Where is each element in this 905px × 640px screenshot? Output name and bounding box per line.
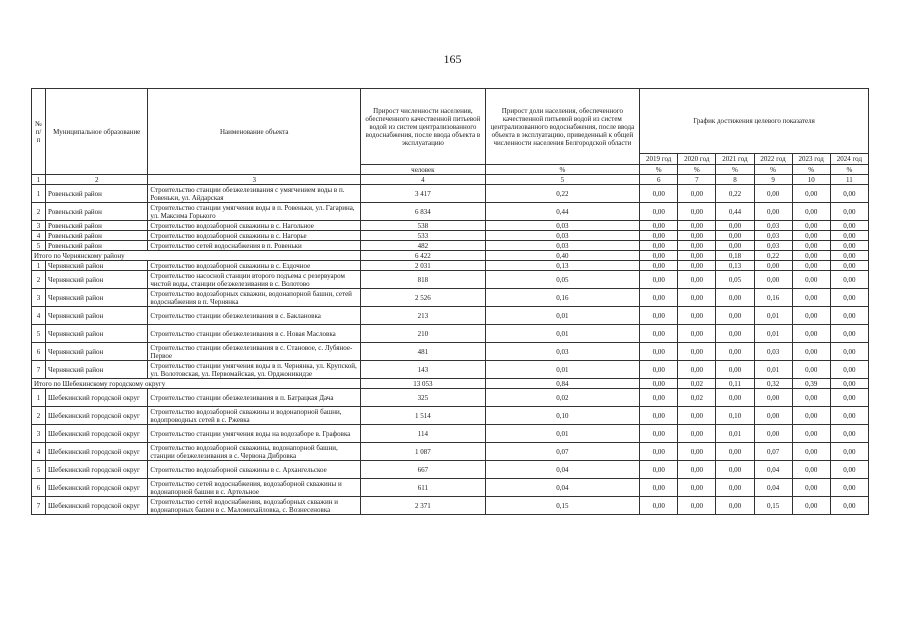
year-value-cell: 0,00 [716,461,754,479]
unit-cell: % [485,165,640,175]
share-cell: 0,07 [485,443,640,461]
column-number: 11 [830,175,868,185]
year-value-cell: 0,00 [716,231,754,241]
year-value-cell: 0,00 [640,343,678,361]
year-value-cell: 0,00 [640,361,678,379]
row-number: 4 [32,307,46,325]
year-value-cell: 0,39 [792,379,830,389]
object-cell: Строительство водозаборной скважины в с. Нагольное [148,221,361,231]
table-row [32,241,869,251]
share-cell: 0,03 [485,241,640,251]
total-row [32,251,869,261]
year-value-cell: 0,00 [678,203,716,221]
total-label: Итого по Шебекинскому городскому округу [32,379,361,389]
data-table [31,88,869,515]
year-value-cell: 0,00 [830,325,868,343]
year-value-cell: 0,13 [716,261,754,271]
year-value-cell: 0,22 [716,185,754,203]
year-value-cell: 0,00 [678,271,716,289]
object-cell: Строительство станции умягчения воды в п. Ровеньки, ул. Гагарина, ул. Максима Горького [148,203,361,221]
year-value-cell: 0,00 [830,479,868,497]
municipality-cell: Ровеньский район [46,185,148,203]
year-value-cell: 0,01 [754,325,792,343]
year-value-cell: 0,00 [678,343,716,361]
share-cell: 0,15 [485,497,640,515]
row-number: 6 [32,343,46,361]
year-value-cell: 0,00 [830,461,868,479]
share-cell: 0,01 [485,361,640,379]
municipality-cell: Шебекинский городской округ [46,497,148,515]
table-row [32,361,869,379]
year-value-cell: 0,00 [792,271,830,289]
year-value-cell: 0,00 [792,261,830,271]
year-value-cell: 0,00 [678,479,716,497]
table-row [32,407,869,425]
year-value-cell: 0,03 [754,241,792,251]
object-cell: Строительство станции обезжелезивания с умягчением воды в п. Ровеньки, ул. Айдарская [148,185,361,203]
year-value-cell: 0,00 [830,343,868,361]
table-row [32,325,869,343]
year-value-cell: 0,00 [640,407,678,425]
year-value-cell: 0,00 [678,461,716,479]
object-cell: Строительство станции умягчения воды в п. Чернянка, ул. Крупской, ул. Волотовская, ул. Первомайская, ул. Орджоникидзе [148,361,361,379]
row-number: 5 [32,241,46,251]
year-value-cell: 0,00 [792,221,830,231]
municipality-cell: Чернянский район [46,261,148,271]
table-row [32,221,869,231]
header-year: 2022 год [754,154,792,165]
year-value-cell: 0,00 [716,325,754,343]
municipality-cell: Шебекинский городской округ [46,479,148,497]
table-row [32,307,869,325]
year-value-cell: 0,00 [792,251,830,261]
population-cell: 533 [361,231,485,241]
year-value-cell: 0,00 [830,497,868,515]
year-value-cell: 0,00 [678,425,716,443]
year-value-cell: 0,00 [792,479,830,497]
population-cell: 114 [361,425,485,443]
unit-cell: % [678,165,716,175]
header-population-growth: Прирост численности населения, обеспеченного качественной питьевой водой из систем централизованного водоснабжения, после ввода объекта в эксплуатацию [361,89,485,165]
header-year: 2023 год [792,154,830,165]
column-number: 4 [361,175,485,185]
column-number: 5 [485,175,640,185]
year-value-cell: 0,00 [640,241,678,251]
row-number: 4 [32,231,46,241]
year-value-cell: 0,00 [830,221,868,231]
year-value-cell: 0,00 [678,289,716,307]
year-value-cell: 0,00 [640,307,678,325]
object-cell: Строительство водозаборной скважины в с. Ездочное [148,261,361,271]
year-value-cell: 0,03 [754,221,792,231]
year-value-cell: 0,00 [792,231,830,241]
year-value-cell: 0,00 [640,221,678,231]
year-value-cell: 0,00 [830,361,868,379]
object-cell: Строительство водозаборной скважины в с. Нагорье [148,231,361,241]
year-value-cell: 0,00 [830,289,868,307]
municipality-cell: Чернянский район [46,325,148,343]
year-value-cell: 0,00 [792,461,830,479]
population-cell: 3 417 [361,185,485,203]
population-cell: 1 087 [361,443,485,461]
object-cell: Строительство сетей водоснабжения в п. Ровеньки [148,241,361,251]
column-number: 7 [678,175,716,185]
year-value-cell: 0,00 [640,389,678,407]
table-row [32,261,869,271]
share-cell: 0,04 [485,461,640,479]
year-value-cell: 0,00 [678,361,716,379]
total-label: Итого по Чернянскому району [32,251,361,261]
year-value-cell: 0,00 [640,203,678,221]
year-value-cell: 0,00 [754,261,792,271]
municipality-cell: Шебекинский городской округ [46,443,148,461]
year-value-cell: 0,00 [716,479,754,497]
row-number: 5 [32,461,46,479]
year-value-cell: 0,00 [640,231,678,241]
year-value-cell: 0,04 [754,479,792,497]
year-value-cell: 0,00 [792,443,830,461]
row-number: 1 [32,185,46,203]
row-number: 3 [32,425,46,443]
share-cell: 0,10 [485,407,640,425]
share-cell: 0,22 [485,185,640,203]
year-value-cell: 0,05 [716,271,754,289]
table-row [32,203,869,221]
municipality-cell: Шебекинский городской округ [46,425,148,443]
year-value-cell: 0,00 [716,389,754,407]
object-cell: Строительство водозаборной скважины, водонапорной башни, станции обезжелезивания в с. Червона Дибровка [148,443,361,461]
row-number: 3 [32,289,46,307]
year-value-cell: 0,00 [830,203,868,221]
share-cell: 0,13 [485,261,640,271]
page-number: 165 [443,52,462,66]
year-value-cell: 0,00 [792,425,830,443]
unit-cell: % [716,165,754,175]
share-cell: 0,01 [485,307,640,325]
year-value-cell: 0,00 [716,307,754,325]
header-schedule: График достижения целевого показателя [640,89,869,154]
year-value-cell: 0,03 [754,231,792,241]
population-cell: 2 371 [361,497,485,515]
year-value-cell: 0,00 [716,241,754,251]
object-cell: Строительство станции умягчения воды на водозаборе в. Графовка [148,425,361,443]
row-number: 7 [32,497,46,515]
year-value-cell: 0,00 [792,185,830,203]
header-year: 2021 год [716,154,754,165]
year-value-cell: 0,00 [792,497,830,515]
year-value-cell: 0,00 [830,271,868,289]
municipality-cell: Чернянский район [46,271,148,289]
object-cell: Строительство станции обезжелезивания в с. Баклановка [148,307,361,325]
year-value-cell: 0,00 [678,307,716,325]
object-cell: Строительство водозаборных скважин, водонапорной башни, сетей водоснабжения в п. Чернянка [148,289,361,307]
year-value-cell: 0,00 [678,185,716,203]
year-value-cell: 0,00 [640,425,678,443]
municipality-cell: Шебекинский городской округ [46,461,148,479]
row-number: 4 [32,443,46,461]
year-value-cell: 0,00 [792,407,830,425]
share-cell: 0,04 [485,479,640,497]
year-value-cell: 0,00 [678,407,716,425]
year-value-cell: 0,00 [830,231,868,241]
object-cell: Строительство станции обезжелезивания в п. Батрацкая Дача [148,389,361,407]
year-value-cell: 0,00 [754,185,792,203]
year-value-cell: 0,00 [830,261,868,271]
municipality-cell: Чернянский район [46,361,148,379]
row-number: 7 [32,361,46,379]
year-value-cell: 0,00 [754,425,792,443]
year-value-cell: 0,00 [792,203,830,221]
year-value-cell: 0,00 [830,185,868,203]
object-cell: Строительство водозаборной скважины в с. Архангельское [148,461,361,479]
table-row [32,231,869,241]
share-cell: 0,84 [485,379,640,389]
share-cell: 0,01 [485,425,640,443]
year-value-cell: 0,00 [678,261,716,271]
year-value-cell: 0,00 [640,261,678,271]
year-value-cell: 0,00 [792,389,830,407]
row-number: 1 [32,261,46,271]
municipality-cell: Ровеньский район [46,231,148,241]
municipality-cell: Ровеньский район [46,241,148,251]
year-value-cell: 0,44 [716,203,754,221]
unit-cell: % [830,165,868,175]
year-value-cell: 0,04 [754,461,792,479]
year-value-cell: 0,02 [678,379,716,389]
column-number: 9 [754,175,792,185]
year-value-cell: 0,01 [716,425,754,443]
year-value-cell: 0,00 [792,307,830,325]
row-number: 2 [32,407,46,425]
table-body [32,185,869,515]
municipality-cell: Шебекинский городской округ [46,389,148,407]
year-value-cell: 0,22 [754,251,792,261]
row-number: 1 [32,389,46,407]
total-row [32,379,869,389]
population-cell: 2 526 [361,289,485,307]
share-cell: 0,01 [485,325,640,343]
share-cell: 0,44 [485,203,640,221]
share-cell: 0,16 [485,289,640,307]
year-value-cell: 0,00 [640,479,678,497]
year-value-cell: 0,00 [640,497,678,515]
population-cell: 482 [361,241,485,251]
year-value-cell: 0,00 [678,443,716,461]
column-number: 3 [148,175,361,185]
population-cell: 538 [361,221,485,231]
population-cell: 213 [361,307,485,325]
year-value-cell: 0,00 [640,251,678,261]
year-value-cell: 0,00 [830,389,868,407]
population-cell: 481 [361,343,485,361]
year-value-cell: 0,00 [830,407,868,425]
municipality-cell: Шебекинский городской округ [46,407,148,425]
header-object: Наименование объекта [148,89,361,175]
year-value-cell: 0,00 [754,389,792,407]
year-value-cell: 0,07 [754,443,792,461]
table-row [32,497,869,515]
municipality-cell: Ровеньский район [46,221,148,231]
year-value-cell: 0,00 [792,289,830,307]
year-value-cell: 0,00 [640,185,678,203]
year-value-cell: 0,00 [716,443,754,461]
year-value-cell: 0,00 [678,325,716,343]
column-number: 6 [640,175,678,185]
year-value-cell: 0,00 [830,307,868,325]
object-cell: Строительство станции обезжелезивания в с. Новая Масловка [148,325,361,343]
municipality-cell: Чернянский район [46,343,148,361]
share-cell: 0,05 [485,271,640,289]
column-number: 10 [792,175,830,185]
year-value-cell: 0,00 [678,241,716,251]
population-cell: 325 [361,389,485,407]
table-row [32,271,869,289]
year-value-cell: 0,00 [640,325,678,343]
year-value-cell: 0,00 [678,497,716,515]
table-row [32,389,869,407]
year-value-cell: 0,00 [716,221,754,231]
year-value-cell: 0,00 [792,343,830,361]
year-value-cell: 0,00 [640,443,678,461]
year-value-cell: 0,03 [754,343,792,361]
municipality-cell: Чернянский район [46,289,148,307]
year-value-cell: 0,18 [716,251,754,261]
year-value-cell: 0,00 [716,289,754,307]
year-value-cell: 0,00 [716,361,754,379]
header-num: № п/п [32,89,46,175]
year-value-cell: 0,00 [792,361,830,379]
column-number: 2 [46,175,148,185]
header-municipality: Муниципальное образование [46,89,148,175]
table-row [32,461,869,479]
year-value-cell: 0,10 [716,407,754,425]
year-value-cell: 0,00 [678,251,716,261]
population-cell: 611 [361,479,485,497]
row-number: 2 [32,271,46,289]
year-value-cell: 0,00 [716,497,754,515]
header-year: 2019 год [640,154,678,165]
year-value-cell: 0,01 [754,307,792,325]
table-row [32,425,869,443]
year-value-cell: 0,00 [754,407,792,425]
population-cell: 6 422 [361,251,485,261]
population-cell: 1 514 [361,407,485,425]
column-number: 1 [32,175,46,185]
share-cell: 0,02 [485,389,640,407]
table-row [32,289,869,307]
population-cell: 2 031 [361,261,485,271]
year-value-cell: 0,00 [678,221,716,231]
column-number: 8 [716,175,754,185]
row-number: 2 [32,203,46,221]
year-value-cell: 0,00 [640,461,678,479]
header-year: 2020 год [678,154,716,165]
year-value-cell: 0,00 [830,379,868,389]
unit-cell: человек [361,165,485,175]
population-cell: 13 053 [361,379,485,389]
unit-cell: % [754,165,792,175]
year-value-cell: 0,00 [830,241,868,251]
population-cell: 143 [361,361,485,379]
row-number: 5 [32,325,46,343]
year-value-cell: 0,11 [716,379,754,389]
share-cell: 0,03 [485,221,640,231]
year-value-cell: 0,00 [830,425,868,443]
share-cell: 0,03 [485,231,640,241]
object-cell: Строительство насосной станции второго подъема с резервуаром чистой воды, станции обезжелезивания в с. Волотово [148,271,361,289]
municipality-cell: Чернянский район [46,307,148,325]
row-number: 6 [32,479,46,497]
year-value-cell: 0,32 [754,379,792,389]
year-value-cell: 0,00 [830,251,868,261]
year-value-cell: 0,16 [754,289,792,307]
year-value-cell: 0,00 [678,231,716,241]
table-row [32,479,869,497]
object-cell: Строительство сетей водоснабжения, водозаборных скважин и водонапорных башен в с. Маломихайловка, с. Вознесеновка [148,497,361,515]
year-value-cell: 0,00 [754,271,792,289]
year-value-cell: 0,00 [792,325,830,343]
object-cell: Строительство станции обезжелезивания в с. Становое, с. Лубяное-Первое [148,343,361,361]
year-value-cell: 0,00 [830,443,868,461]
header-share-growth: Прирост доли населения, обеспеченного качественной питьевой водой из систем централизованного водоснабжения, после ввода объекта в эксплуатацию, приведенный к общей численности населения Белгородской области [485,89,640,165]
row-number: 3 [32,221,46,231]
year-value-cell: 0,00 [792,241,830,251]
share-cell: 0,03 [485,343,640,361]
unit-cell: % [792,165,830,175]
table-row [32,185,869,203]
year-value-cell: 0,00 [754,203,792,221]
header-year: 2024 год [830,154,868,165]
population-cell: 818 [361,271,485,289]
share-cell: 0,40 [485,251,640,261]
year-value-cell: 0,02 [678,389,716,407]
year-value-cell: 0,00 [640,379,678,389]
year-value-cell: 0,00 [640,289,678,307]
municipality-cell: Ровеньский район [46,203,148,221]
population-cell: 6 834 [361,203,485,221]
table-row [32,343,869,361]
unit-cell: % [640,165,678,175]
year-value-cell: 0,01 [754,361,792,379]
population-cell: 210 [361,325,485,343]
year-value-cell: 0,00 [716,343,754,361]
population-cell: 667 [361,461,485,479]
year-value-cell: 0,00 [640,271,678,289]
object-cell: Строительство водозаборной скважины и водонапорной башни, водопроводных сетей в с. Ржевка [148,407,361,425]
year-value-cell: 0,15 [754,497,792,515]
table-row [32,443,869,461]
object-cell: Строительство сетей водоснабжения, водозаборной скважины и водонапорной башни в с. Артельное [148,479,361,497]
